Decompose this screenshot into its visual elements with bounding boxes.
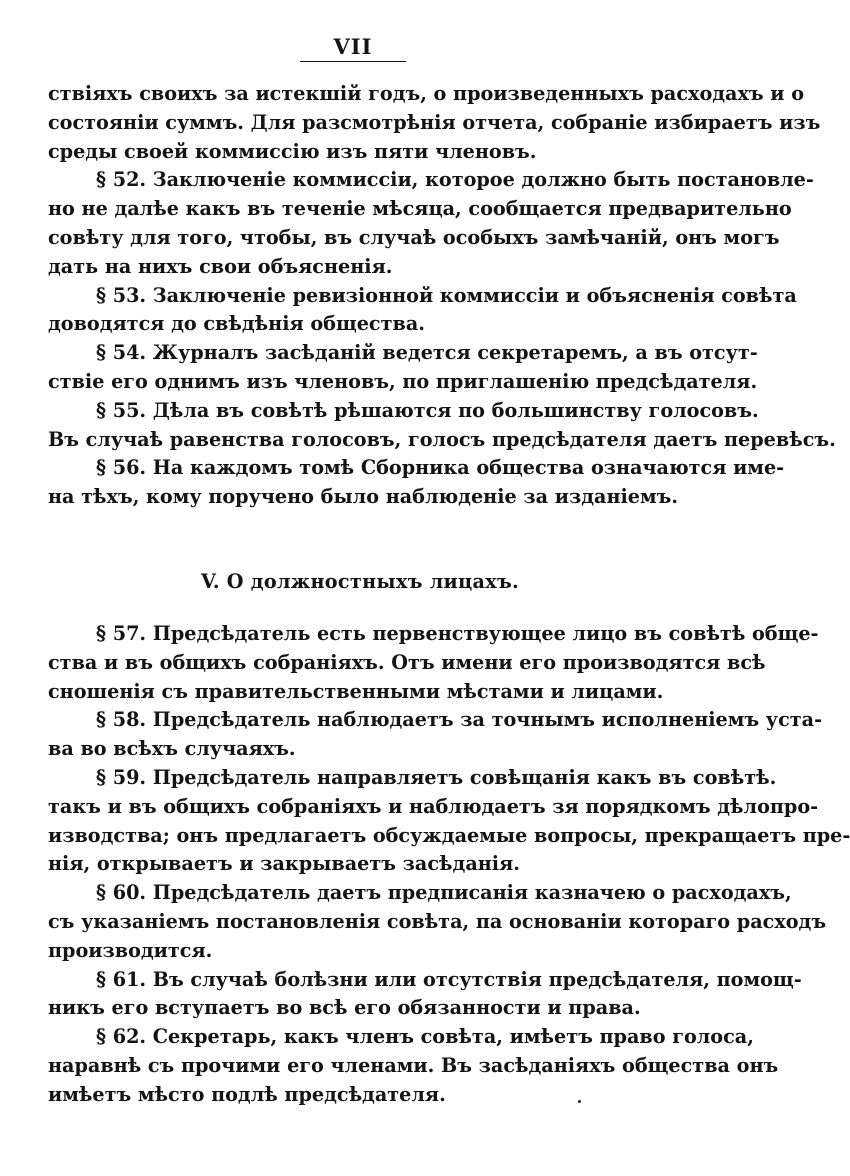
text-block-1: [48, 80, 836, 512]
paragraph-53-line: § 53. Заключенiе ревизiонной коммиссiи и объясненiя совѣта: [96, 283, 797, 307]
paragraph-58-line: § 58. Предсѣдатель наблюдаетъ за точнымъ исполненiемъ уста-: [96, 708, 823, 732]
ink-speck: [578, 1100, 581, 1103]
paragraph-52-line: § 52. Заключенiе коммиссiи, которое должно быть постановле-: [96, 168, 814, 192]
text-block-2: [48, 620, 850, 1110]
text-line: сношенiя съ правительственными мѣстами и лицами.: [48, 679, 664, 703]
paragraph-55-line: § 55. Дѣла въ совѣтѣ рѣшаются по большинству голосовъ.: [96, 398, 759, 422]
paragraph-57-line: § 57. Предсѣдатель есть первенствующее лицо въ совѣтѣ обще-: [96, 622, 819, 645]
text-line: среды своей коммиссiю изъ пяти членовъ.: [48, 139, 537, 163]
text-line: изводства; онъ предлагаетъ обсуждаемые вопросы, прекращаетъ пре-: [48, 823, 850, 847]
paragraph-61-line: § 61. Въ случаѣ болѣзни или отсутствiя предсѣдателя, помощ-: [96, 967, 802, 991]
text-line: ва во всѣхъ случаяхъ.: [48, 737, 296, 761]
text-line: но не далѣе какъ въ теченiе мѣсяца, сообщается предварительно: [48, 197, 792, 221]
text-line: имѣетъ мѣсто подлѣ предсѣдателя.: [48, 1082, 446, 1106]
text-line: доводятся до свѣдѣнiя общества.: [48, 312, 425, 336]
text-line: такъ и въ общихъ собранiяхъ и наблюдаетъ зя порядкомъ дѣлопро-: [48, 794, 819, 818]
text-line: никъ его вступаетъ во всѣ его обязанности и права.: [48, 996, 641, 1020]
paragraph-62-line: § 62. Секретарь, какъ членъ совѣта, имѣетъ право голоса,: [96, 1025, 754, 1049]
text-line: Въ случаѣ равенства голосовъ, голосъ предсѣдателя даетъ перевѣсъ.: [48, 427, 836, 451]
paragraph-59-line: § 59. Предсѣдатель направляетъ совѣщанiя какъ въ совѣтѣ.: [96, 765, 777, 789]
paragraph-56-line: § 56. На каждомъ томѣ Сборника общества означаются име-: [96, 456, 785, 480]
text-line: производится.: [48, 938, 213, 962]
paragraph-60-line: § 60. Предсѣдатель даетъ предписанiя казначею о расходахъ,: [96, 881, 792, 905]
text-line: наравнѣ съ прочими его членами. Въ засѣданiяхъ общества онъ: [48, 1053, 779, 1077]
text-line: состоянiи суммъ. Для разсмотрѣнiя отчета, собранiе избираетъ изъ: [48, 110, 821, 134]
text-line: ства и въ общихъ собранiяхъ. Отъ имени его производятся всѣ: [48, 650, 766, 674]
text-line: съ указанiемъ постановленiя совѣта, па основанiи котораго расходъ: [48, 909, 827, 933]
text-line: ствiяхъ своихъ за истекшiй годъ, о произведенныхъ расходахъ и о: [48, 82, 805, 105]
text-line: совѣту для того, чтобы, въ случаѣ особыхъ замѣчанiй, онъ могъ: [48, 225, 780, 249]
paragraph-54-line: § 54. Журналъ засѣданiй ведется секретаремъ, а въ отсут-: [96, 341, 758, 365]
section-title: V. О должностныхъ лицахъ.: [200, 570, 519, 593]
text-line: дать на нихъ свои объясненiя.: [48, 254, 393, 278]
text-line: ствiе его однимъ изъ членовъ, по приглашенiю предсѣдателя.: [48, 369, 758, 393]
page-number: VII: [300, 34, 406, 62]
text-line: на тѣхъ, кому поручено было наблюденiе за изданiемъ.: [48, 485, 679, 509]
text-line: нiя, открываетъ и закрываетъ засѣданiя.: [48, 852, 520, 876]
